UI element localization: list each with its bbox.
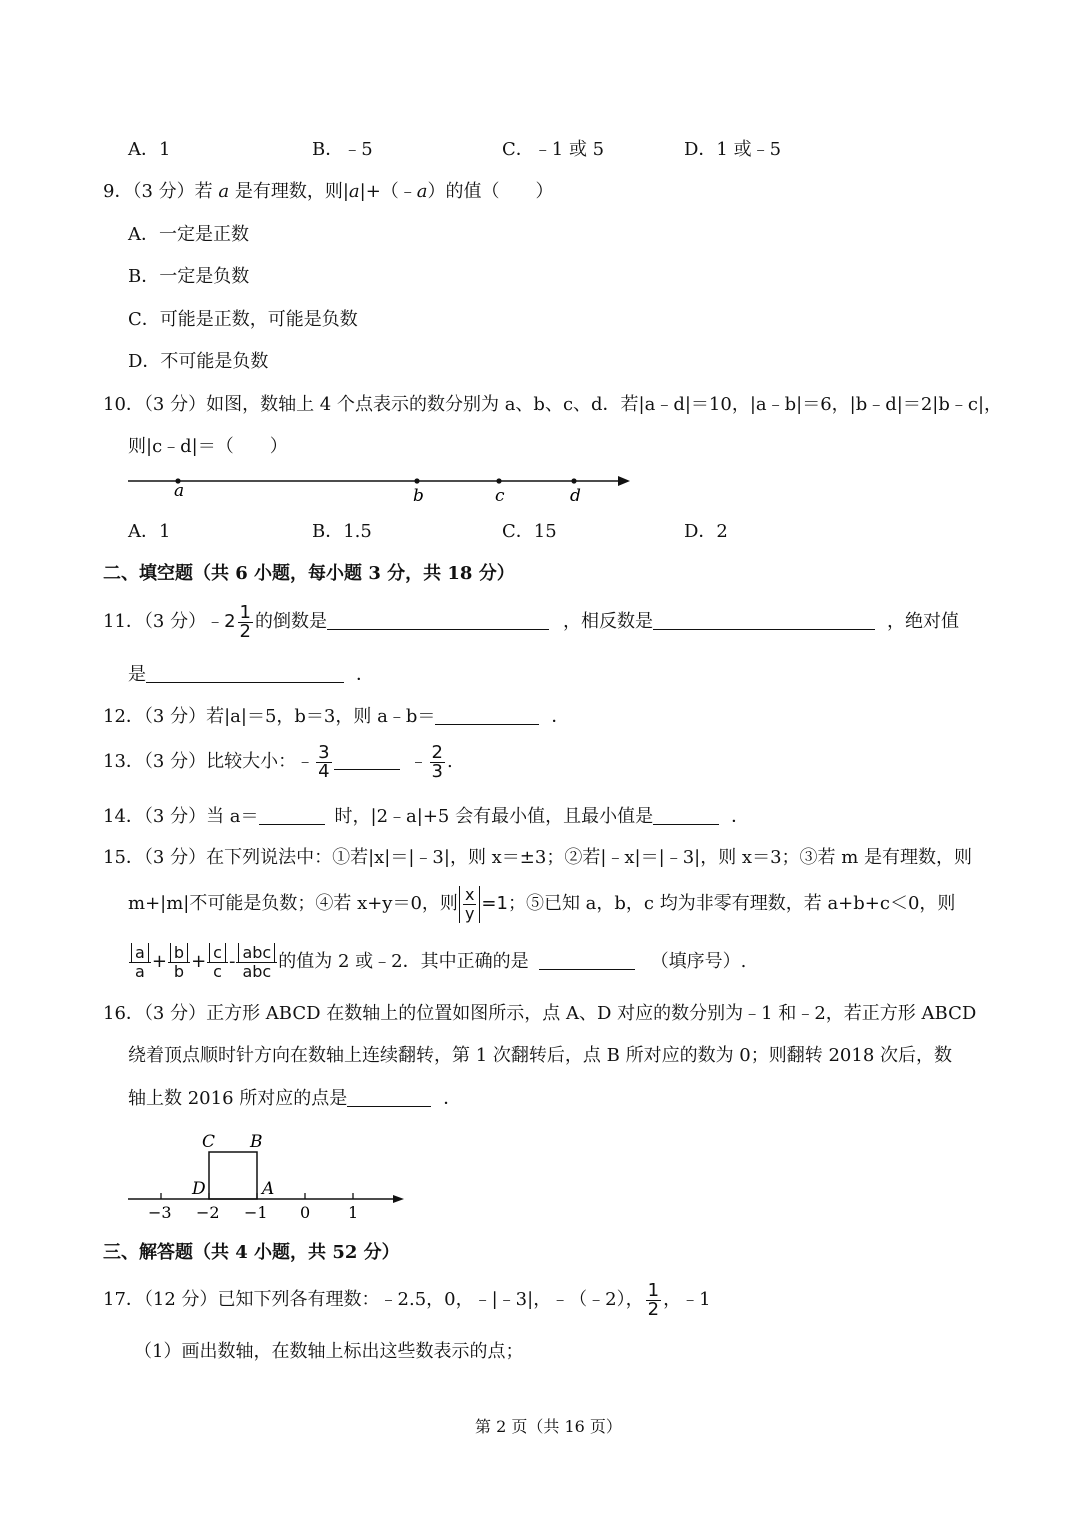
q13-frac1-den: 4 xyxy=(318,760,330,782)
q15-hint: （填序号）. xyxy=(650,951,747,972)
q15-fa-den: a xyxy=(135,961,145,981)
q11-text-is: 是 xyxy=(128,664,146,685)
q16-label-b: B xyxy=(250,1132,263,1152)
q15-abs-fraction-x-over-y xyxy=(459,886,480,923)
q15-fc-den: c xyxy=(213,961,222,981)
q15-eq-one: =1 xyxy=(481,893,508,914)
q11-text-abs: ，绝对值 xyxy=(886,611,959,632)
q17-stem xyxy=(103,1280,711,1320)
q13-fraction-1 xyxy=(316,741,331,782)
q15-stem-line3 xyxy=(128,940,746,984)
q14-blank-2[interactable] xyxy=(653,804,719,825)
q10-option-a: A．1 xyxy=(128,521,171,542)
q15-fabc-num: abc xyxy=(238,943,275,962)
q16-tick-label: −2 xyxy=(196,1203,220,1222)
q15-fc-num: c xyxy=(209,943,226,962)
q12-period: ． xyxy=(551,706,570,727)
q12-text: 12．（3 分）若|a|＝5，b＝3，则 a﹣b＝ xyxy=(103,706,436,727)
q9-option-d: D．不可能是负数 xyxy=(128,351,269,372)
q16-tick-label: −3 xyxy=(148,1203,172,1222)
q11-frac-num: 1 xyxy=(239,601,251,623)
q16-label-c: C xyxy=(202,1132,216,1152)
q15-stem-line2 xyxy=(128,882,955,926)
q11-stem xyxy=(103,602,959,642)
q11-period: ． xyxy=(356,664,374,685)
q17-frac-den: 2 xyxy=(647,1298,660,1320)
q8-option-b: B．﹣5 xyxy=(312,139,373,160)
q13-period: . xyxy=(446,751,453,772)
q10-option-d: D．2 xyxy=(684,521,728,542)
q11-whole: ﹣2 xyxy=(206,611,236,632)
q10-stem-line1: 10．（3 分）如图，数轴上 4 个点表示的数分别为 a、b、c、d．若|a﹣d|＝10，|a﹣b|＝6，|b﹣d|＝2|b﹣c|， xyxy=(103,394,1003,415)
q15-blank[interactable] xyxy=(539,949,635,970)
q15-fa-num: a xyxy=(131,943,149,962)
q15-fraction-abs-a xyxy=(129,944,151,981)
q11-text-reciprocal: 的倒数是 xyxy=(254,611,327,632)
q14-period: ． xyxy=(731,806,750,827)
q9-stem-mid: 是有理数，则| xyxy=(229,181,349,202)
q14-stem xyxy=(103,804,749,829)
q15-frac-y: y xyxy=(464,903,475,923)
q11-blank-2[interactable] xyxy=(653,609,875,630)
q15-minus: - xyxy=(228,951,236,972)
q11-blank-1[interactable] xyxy=(327,609,549,630)
q16-label-d: D xyxy=(192,1179,206,1199)
section-3-heading: 三、解答题（共 4 小题，共 52 分） xyxy=(103,1242,400,1263)
q13-frac2-den: 3 xyxy=(431,760,443,782)
q11-stem-line2 xyxy=(128,662,374,687)
q10-point-b xyxy=(414,478,419,483)
q16-tick-label: 0 xyxy=(300,1203,311,1222)
q14-text-1: 14．（3 分）当 a＝ xyxy=(103,806,259,827)
q16-axis-arrow-icon xyxy=(393,1195,404,1203)
q15-text-2b: ；⑤已知 a，b，c 均为非零有理数，若 a+b+c＜0，则 xyxy=(507,893,956,914)
q9-stem-pre: 9．（3 分）若 xyxy=(103,181,219,202)
section-2-heading: 二、填空题（共 6 小题，每小题 3 分，共 18 分） xyxy=(103,563,515,584)
q16-label-a: A xyxy=(262,1179,275,1199)
q10-label-d: d xyxy=(570,486,581,506)
q8-option-c: C．﹣1 或 5 xyxy=(502,139,605,160)
q13-frac2-num: 2 xyxy=(431,741,443,763)
q9-stem-mid2: |+（﹣ xyxy=(359,181,417,202)
q15-plus-1: + xyxy=(151,951,167,972)
q16-tick-label: 1 xyxy=(348,1203,359,1222)
q8-option-a: A．1 xyxy=(128,139,171,160)
q15-fabc-den: abc xyxy=(242,961,272,981)
q13-frac1-num: 3 xyxy=(318,741,330,763)
q11-blank-3[interactable] xyxy=(146,662,344,683)
q10-label-b: b xyxy=(413,486,424,506)
q9-stem xyxy=(103,180,554,204)
q9-var: a xyxy=(348,181,360,202)
q15-frac-x: x xyxy=(464,884,475,904)
q16-stem-line2: 绕着顶点顺时针方向在数轴上连续翻转，第 1 次翻转后，点 B 所对应的数为 0；则翻转 2018 次后，数 xyxy=(128,1045,952,1066)
q10-point-d xyxy=(571,478,576,483)
q13-stem xyxy=(103,742,453,782)
q15-fraction-abs-b xyxy=(168,944,190,981)
q10-stem-line2: 则|c﹣d|＝（ ） xyxy=(128,436,288,457)
q12-stem xyxy=(103,704,569,729)
q16-stem-line3 xyxy=(128,1086,461,1111)
q10-label-a: a xyxy=(174,481,185,501)
q17-text-post: ，﹣1 xyxy=(663,1289,711,1310)
q10-point-c xyxy=(496,478,501,483)
q9-option-c: C．可能是正数，可能是负数 xyxy=(128,309,358,330)
q14-blank-1[interactable] xyxy=(259,804,325,825)
q16-blank[interactable] xyxy=(347,1086,431,1107)
q14-text-2: 时，|2﹣a|+5 会有最小值，且最小值是 xyxy=(334,806,654,827)
q13-minus-1: ﹣ xyxy=(296,751,315,772)
q15-stem-line1: 15．（3 分）在下列说法中：①若|x|＝|﹣3|，则 x＝±3；②若|﹣x|＝|﹣3|，则 x＝3；③若 m 是有理数，则 xyxy=(103,847,973,868)
q9-option-b: B．一定是负数 xyxy=(128,266,250,287)
q8-option-d: D．1 或﹣5 xyxy=(684,139,782,160)
q15-fraction-abs-abc xyxy=(236,944,277,981)
q16-text-3: 轴上数 2016 所对应的点是 xyxy=(128,1088,348,1109)
q13-fraction-2 xyxy=(430,741,445,782)
page-footer: 第 2 页（共 16 页） xyxy=(475,1417,622,1436)
q15-fb-num: b xyxy=(170,943,188,962)
q13-blank[interactable] xyxy=(334,749,400,770)
q11-prefix: 11．（3 分） xyxy=(103,611,207,632)
q16-square-number-line-figure xyxy=(120,1126,420,1226)
q17-fraction xyxy=(646,1279,661,1320)
q16-stem-line1: 16．（3 分）正方形 ABCD 在数轴上的位置如图所示，点 A、D 对应的数分别为﹣1 和﹣2，若正方形 ABCD xyxy=(103,1003,977,1024)
q17-text: 17．（12 分）已知下列各有理数：﹣2.5，0，﹣|﹣3|，﹣（﹣2）， xyxy=(103,1289,644,1310)
q10-number-line-figure xyxy=(120,468,640,510)
q12-blank[interactable] xyxy=(435,704,539,725)
q10-option-c: C．15 xyxy=(502,521,557,542)
q11-text-opposite: ，相反数是 xyxy=(562,611,653,632)
q9-var: a xyxy=(218,181,230,202)
q15-fraction-abs-c xyxy=(207,944,228,981)
q16-tick-label: −1 xyxy=(244,1203,268,1222)
q17-frac-num: 1 xyxy=(647,1279,660,1301)
q9-option-a: A．一定是正数 xyxy=(128,224,249,245)
q10-axis-arrow-icon xyxy=(618,476,630,486)
q10-option-b: B．1.5 xyxy=(312,521,372,542)
q15-plus-2: + xyxy=(191,951,207,972)
q16-square-abcd xyxy=(209,1152,257,1199)
q17-subquestion-1: （1）画出数轴，在数轴上标出这些数表示的点； xyxy=(134,1341,524,1362)
q11-frac-den: 2 xyxy=(239,620,251,642)
q15-text-2a: m+|m|不可能是负数；④若 x+y＝0，则 xyxy=(128,893,458,914)
q15-text-3: 的值为 2 或﹣2．其中正确的是 xyxy=(278,951,529,972)
q13-text: 13．（3 分）比较大小： xyxy=(103,751,297,772)
q13-minus-2: ﹣ xyxy=(409,751,428,772)
q10-label-c: c xyxy=(495,486,505,506)
q16-period: ． xyxy=(443,1088,462,1109)
q9-var: a xyxy=(416,181,428,202)
q11-fraction xyxy=(238,601,253,642)
q9-stem-post: ）的值（ ） xyxy=(427,181,554,202)
q15-fb-den: b xyxy=(173,961,185,981)
